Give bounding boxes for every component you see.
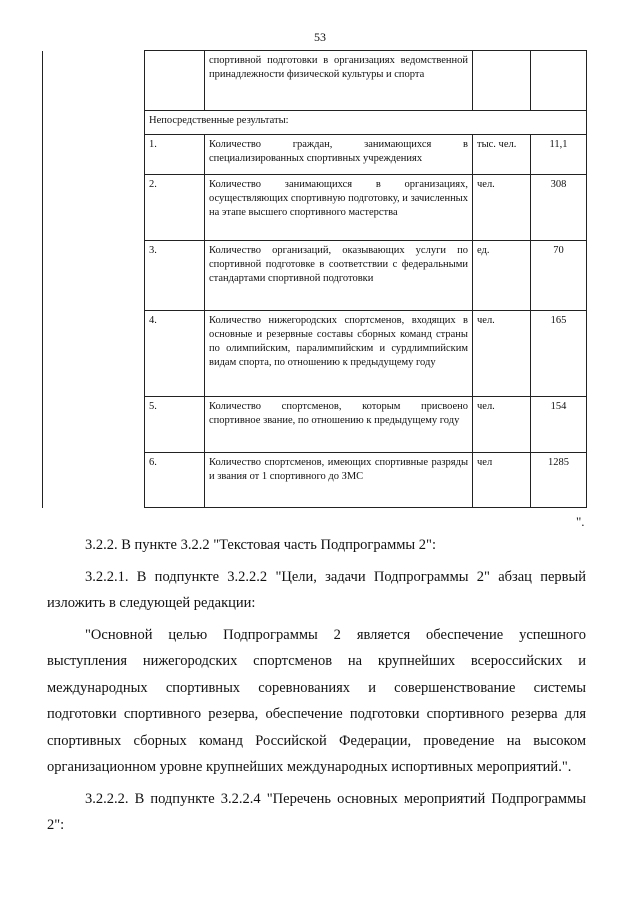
continued-indicator-text: спортивной подготовки в организациях ведомственной принадлежности физической культуры и спорта xyxy=(205,51,473,111)
value: 11,1 xyxy=(531,135,587,175)
value: 308 xyxy=(531,175,587,241)
table-cell xyxy=(473,51,531,111)
table-cell xyxy=(145,51,205,111)
unit: чел. xyxy=(473,175,531,241)
value: 70 xyxy=(531,241,587,311)
table-row xyxy=(43,51,587,111)
row-number: 3. xyxy=(145,241,205,311)
indicator-name: Количество граждан, занимающихся в специализированных спортивных учреждениях xyxy=(205,135,473,175)
row-number: 5. xyxy=(145,397,205,453)
row-number: 2. xyxy=(145,175,205,241)
indicator-name: Количество спортсменов, имеющих спортивные разряды и звания от 1 спортивного до ЗМС xyxy=(205,453,473,508)
unit: тыс. чел. xyxy=(473,135,531,175)
unit: ед. xyxy=(473,241,531,311)
table-cell xyxy=(531,51,587,111)
unit: чел. xyxy=(473,311,531,397)
paragraph-quoted-goal: "Основной целью Подпрограммы 2 является обеспечение успешного выступления нижегородских спортсменов на крупнейших всероссийских и международных спортивных соревнованиях и совершенствование системы подготовки спортивного резерва, обеспечение подготовки спортивного резерва для спортивных сборных команд Российской Федерации, проведение на высоком организационном уровне крупнейших международных испортивных мероприятий.". xyxy=(47,626,586,775)
indicator-name: Количество спортсменов, которым присвоено спортивное звание, по отношению к предыдущему году xyxy=(205,397,473,453)
results-subheader: Непосредственные результаты: xyxy=(145,111,587,135)
indicator-name: Количество нижегородских спортсменов, входящих в основные и резервные составы сборных команд страны по олимпийским, паралимпийским и сурдлимпийским видам спорта, по отношению к предыдущему году xyxy=(205,311,473,397)
closing-quote: ". xyxy=(576,514,585,529)
unit: чел xyxy=(473,453,531,508)
paragraph-3-2-2: 3.2.2. В пункте 3.2.2 "Текстовая часть Подпрограммы 2": xyxy=(85,537,436,553)
row-number: 1. xyxy=(145,135,205,175)
row-number: 4. xyxy=(145,311,205,397)
value: 154 xyxy=(531,397,587,453)
value: 1285 xyxy=(531,453,587,508)
paragraph-3-2-2-2: 3.2.2.2. В подпункте 3.2.2.4 "Перечень основных мероприятий Подпрограммы 2": xyxy=(47,790,586,833)
results-table xyxy=(42,50,587,508)
unit: чел. xyxy=(473,397,531,453)
indicator-name: Количество занимающихся в организациях, осуществляющих спортивную подготовку, и зачисленных на этапе высшего спортивного мастерства xyxy=(205,175,473,241)
page-number: 53 xyxy=(314,30,326,44)
value: 165 xyxy=(531,311,587,397)
body-text xyxy=(47,532,586,839)
indicator-name: Количество организаций, оказывающих услуги по спортивной подготовке в соответствии с федеральными стандартами спортивной подготовки xyxy=(205,241,473,311)
row-number: 6. xyxy=(145,453,205,508)
table-merged-cell xyxy=(43,51,145,508)
paragraph-3-2-2-1: 3.2.2.1. В подпункте 3.2.2.2 "Цели, задачи Подпрограммы 2" абзац первый изложить в следующей редакции: xyxy=(47,568,586,611)
